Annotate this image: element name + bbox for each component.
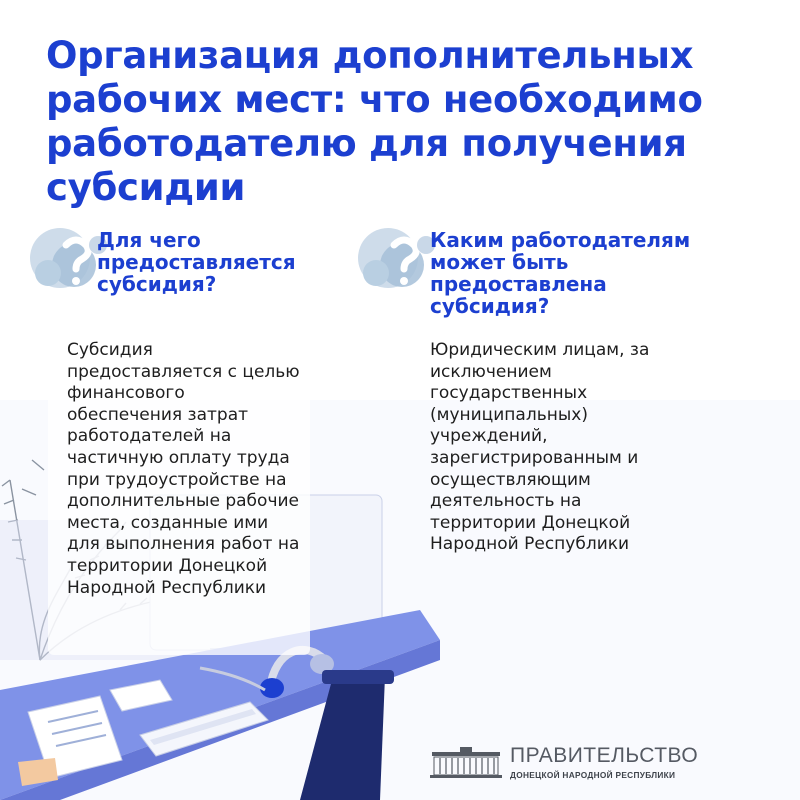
page-title: Организация дополнительных рабочих мест: что необходимо работодателю для получения субсидии (46, 34, 703, 209)
logo-name: ПРАВИТЕЛЬСТВО (510, 744, 699, 767)
logo-subtitle: ДОНЕЦКОЙ НАРОДНОЙ РЕСПУБЛИКИ (510, 770, 676, 780)
government-logo (430, 745, 698, 780)
left-question-heading: Для чего предоставляется субсидия? (97, 228, 296, 296)
government-building-icon (430, 746, 502, 780)
left-answer-text: Субсидия предоставляется с целью финансового обеспечения затрат работодателей на частичную оплату труда при трудоустройстве на дополнительные рабочие места, созданные ими для выполнения работ на территории Донецкой Народной Республики (67, 340, 300, 598)
right-answer-text: Юридическим лицам, за исключением государственных (муниципальных) учреждений, зарегистрированным и осуществляющим деятельность на территории Донецкой Народной Республики (430, 340, 650, 555)
right-question-heading: Каким работодателям может быть предоставлена субсидия? (430, 228, 691, 318)
